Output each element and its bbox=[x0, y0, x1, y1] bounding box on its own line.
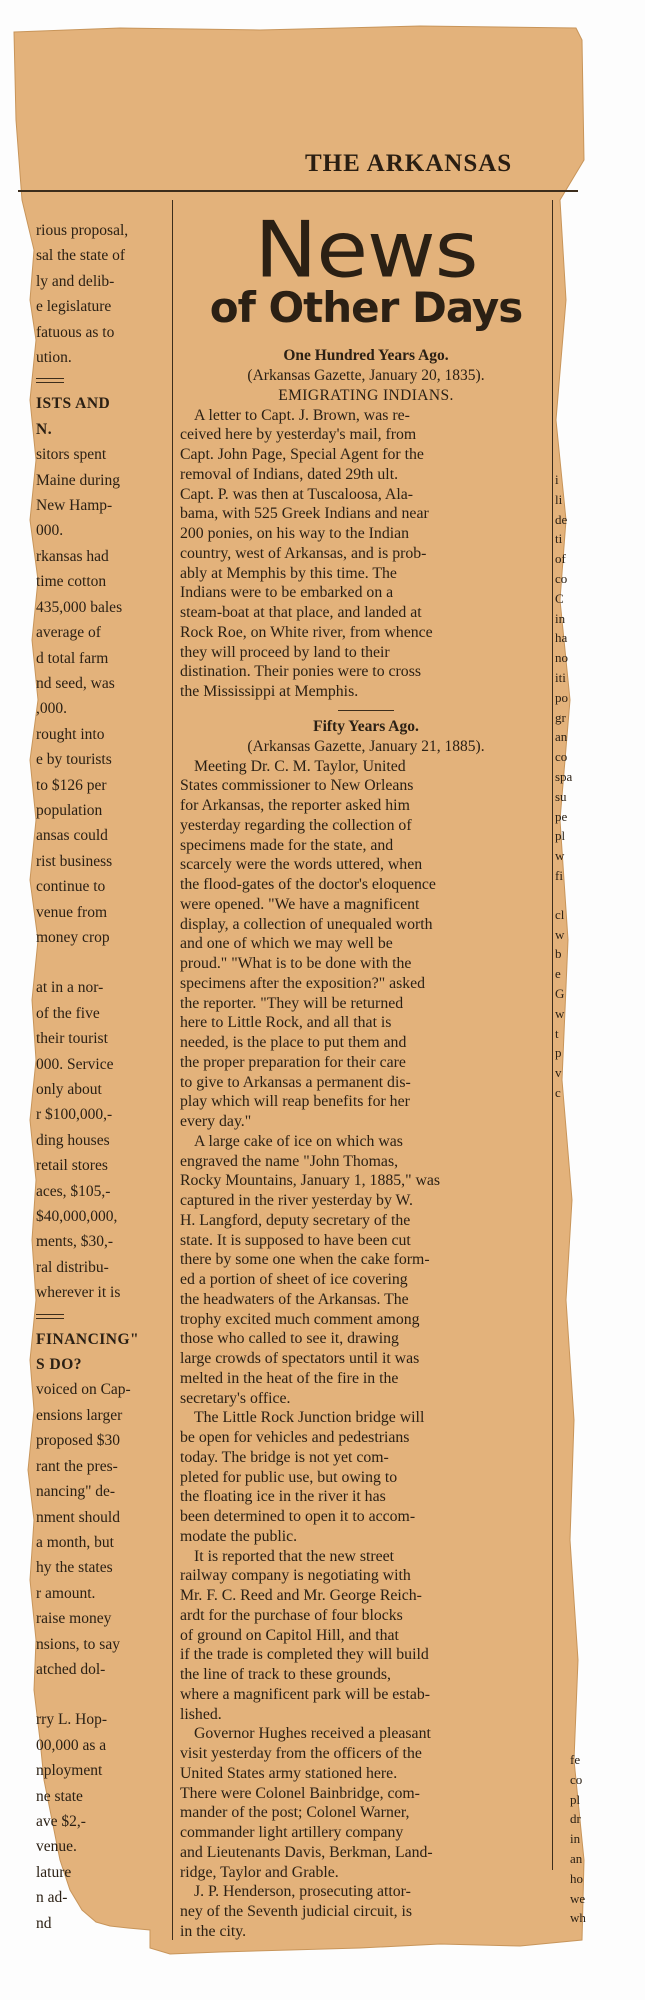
text-line: sitors spent bbox=[36, 446, 107, 464]
text-line: Rock Roe, on White river, from whence bbox=[180, 623, 433, 641]
article-paragraph bbox=[180, 1408, 552, 1546]
text-fragment: e bbox=[555, 966, 561, 982]
text-line: proud." "What is to be done with the bbox=[180, 955, 412, 973]
text-line: distination. Their ponies were to cross bbox=[180, 663, 422, 681]
text-line: There were Colonel Bainbridge, com- bbox=[180, 1784, 420, 1802]
text-line: The Little Rock Junction bridge will bbox=[194, 1409, 425, 1427]
text-line: secretary's office. bbox=[180, 1389, 291, 1407]
text-line: specimens after the exposition?" asked bbox=[180, 974, 426, 992]
right-column-fragment bbox=[555, 470, 583, 1103]
text-line: here to Little Rock, and all that is bbox=[180, 1014, 392, 1032]
text-line: New Hamp- bbox=[36, 497, 113, 515]
text-line: play which will reap benefits for her bbox=[180, 1093, 410, 1111]
text-line: Capt. P. was then at Tuscaloosa, Ala- bbox=[180, 485, 413, 503]
text-line: the headwaters of the Arkansas. The bbox=[180, 1290, 409, 1308]
text-line: the Mississippi at Memphis. bbox=[180, 683, 359, 701]
text-line: nd bbox=[36, 1914, 52, 1932]
section-heading: FINANCING" bbox=[36, 1330, 140, 1348]
text-fragment: pl bbox=[555, 828, 566, 844]
text-line: of the five bbox=[36, 1004, 100, 1022]
blank-line bbox=[36, 1682, 168, 1707]
text-line: rought into bbox=[36, 725, 105, 743]
text-line: engraved the name "John Thomas, bbox=[180, 1152, 399, 1170]
text-line: 00,000 as a bbox=[36, 1736, 107, 1754]
text-line: r $100,000,- bbox=[36, 1106, 113, 1124]
text-line: ly and delib- bbox=[36, 272, 115, 290]
text-line: ansas could bbox=[36, 827, 108, 845]
blank-line bbox=[36, 950, 168, 975]
text-fragment: wh bbox=[570, 1910, 586, 1926]
text-line: for Arkansas, the reporter asked him bbox=[180, 797, 410, 815]
text-line: aces, $105,- bbox=[36, 1182, 111, 1200]
section-heading: N. bbox=[36, 420, 53, 438]
text-line: captured in the river yesterday by W. bbox=[180, 1192, 413, 1210]
article-paragraph bbox=[180, 1724, 552, 1882]
text-fragment: t bbox=[555, 1025, 559, 1041]
article-paragraph bbox=[180, 1882, 552, 1941]
text-fragment: C bbox=[555, 590, 564, 606]
section-heading: ISTS AND bbox=[36, 395, 111, 413]
text-line: ral distribu- bbox=[36, 1258, 109, 1276]
text-line: large crowds of spectators until it was bbox=[180, 1350, 420, 1368]
text-line: ceived here by yesterday's mail, from bbox=[180, 426, 417, 444]
text-line: specimens made for the state, and bbox=[180, 836, 394, 854]
section-heading: Fifty Years Ago. bbox=[313, 717, 419, 735]
text-line: display, a collection of unequaled worth bbox=[180, 915, 433, 933]
column-divider-left bbox=[172, 200, 173, 1940]
text-fragment: no bbox=[555, 650, 568, 666]
text-line: e legislature bbox=[36, 298, 112, 316]
text-line: nsions, to say bbox=[36, 1635, 120, 1653]
text-line: in the city. bbox=[180, 1922, 247, 1940]
text-fragment: su bbox=[555, 788, 567, 804]
text-line: rious proposal, bbox=[36, 222, 129, 239]
text-line: if the trade is completed they will build bbox=[180, 1646, 429, 1664]
text-line: trophy excited much comment among bbox=[180, 1310, 420, 1328]
text-line: United States army stationed here. bbox=[180, 1764, 398, 1782]
text-line: time cotton bbox=[36, 573, 107, 591]
text-line: proposed $30 bbox=[36, 1432, 120, 1450]
text-line: e by tourists bbox=[36, 751, 112, 769]
text-line: $40,000,000, bbox=[36, 1208, 118, 1226]
text-line: ,000. bbox=[36, 700, 67, 718]
text-line: average of bbox=[36, 624, 101, 642]
text-line: ney of the Seventh judicial circuit, is bbox=[180, 1903, 413, 1921]
text-fragment: gr bbox=[555, 709, 566, 725]
text-line: wherever it is bbox=[36, 1284, 121, 1302]
text-fragment: fe bbox=[570, 1752, 581, 1767]
text-fragment: pl bbox=[570, 1791, 581, 1807]
text-fragment: ti bbox=[555, 531, 563, 547]
text-line: atched dol- bbox=[36, 1660, 106, 1678]
text-line: their tourist bbox=[36, 1030, 108, 1048]
text-fragment: fi bbox=[555, 867, 563, 883]
text-fragment: w bbox=[555, 848, 565, 864]
text-line: nd seed, was bbox=[36, 674, 115, 692]
text-line: d total farm bbox=[36, 649, 109, 667]
text-line: hy the states bbox=[36, 1559, 113, 1577]
text-line: ensions larger bbox=[36, 1406, 123, 1424]
text-fragment: G bbox=[555, 985, 565, 1001]
text-fragment: in bbox=[570, 1831, 581, 1847]
text-line: the proper preparation for their care bbox=[180, 1053, 406, 1071]
separator bbox=[36, 378, 64, 383]
text-line: ardt for the purchase of four blocks bbox=[180, 1606, 403, 1624]
left-column bbox=[36, 218, 168, 1936]
text-line: and one of which we may well be bbox=[180, 935, 393, 953]
title-subtitle: of Other Days bbox=[209, 283, 523, 332]
text-line: H. Langford, deputy secretary of the bbox=[180, 1211, 411, 1229]
text-line: commander light artillery company bbox=[180, 1824, 404, 1842]
text-line: and Lieutenants Davis, Berkman, Land- bbox=[180, 1843, 433, 1861]
text-line: 000. bbox=[36, 522, 64, 540]
text-line: rry L. Hop- bbox=[36, 1711, 108, 1729]
masthead-rule bbox=[18, 190, 578, 192]
text-line: mander of the post; Colonel Warner, bbox=[180, 1804, 410, 1822]
text-line: 435,000 bales bbox=[36, 598, 123, 616]
text-line: ding houses bbox=[36, 1131, 110, 1149]
text-line: voiced on Cap- bbox=[36, 1381, 131, 1399]
title-news: News bbox=[254, 204, 478, 296]
text-fragment: b bbox=[555, 946, 562, 962]
source-line: (Arkansas Gazette, January 20, 1835). bbox=[247, 367, 485, 384]
text-fragment: co bbox=[570, 1771, 583, 1787]
text-line: rkansas had bbox=[36, 547, 109, 565]
text-line: been determined to open it to accom- bbox=[180, 1508, 416, 1526]
text-line: removal of Indians, dated 29th ult. bbox=[180, 465, 399, 483]
text-line: yesterday regarding the collection of bbox=[180, 816, 412, 834]
text-line: It is reported that the new street bbox=[194, 1547, 395, 1565]
text-line: to give to Arkansas a permanent dis- bbox=[180, 1073, 411, 1091]
text-fragment: pe bbox=[555, 808, 568, 824]
text-fragment: ho bbox=[570, 1870, 583, 1886]
text-line: population bbox=[36, 801, 103, 819]
section-heading: S DO? bbox=[36, 1356, 82, 1374]
text-line: the reporter. "They will be returned bbox=[180, 994, 404, 1012]
text-fragment: ha bbox=[555, 630, 568, 646]
text-fragment: i bbox=[555, 472, 559, 487]
text-line: J. P. Henderson, prosecuting attor- bbox=[194, 1883, 411, 1901]
text-line: modate the public. bbox=[180, 1527, 298, 1545]
text-fragment: w bbox=[555, 926, 565, 942]
text-line: where a magnificent park will be estab- bbox=[180, 1685, 431, 1703]
text-line: A large cake of ice on which was bbox=[194, 1132, 403, 1150]
text-line: ably at Memphis by this time. The bbox=[180, 564, 397, 582]
text-line: 000. Service bbox=[36, 1055, 114, 1073]
article-subhead: EMIGRATING INDIANS. bbox=[278, 386, 454, 404]
text-fragment: of bbox=[555, 551, 566, 567]
text-line: sal the state of bbox=[36, 247, 126, 265]
text-line: nment should bbox=[36, 1508, 120, 1526]
section-divider bbox=[338, 710, 394, 711]
separator bbox=[36, 1314, 64, 1319]
text-fragment: an bbox=[555, 729, 568, 745]
text-line: ments, $30,- bbox=[36, 1233, 114, 1251]
source-line: (Arkansas Gazette, January 21, 1885). bbox=[247, 737, 485, 755]
text-line: there by some one when the cake form- bbox=[180, 1251, 430, 1269]
text-line: of ground on Capitol Hill, and that bbox=[180, 1626, 399, 1644]
main-column bbox=[180, 204, 552, 1942]
article-paragraph bbox=[180, 1547, 552, 1725]
text-line: r amount. bbox=[36, 1584, 96, 1602]
text-line: steam-boat at that place, and landed at bbox=[180, 604, 422, 622]
text-line: venue. bbox=[36, 1838, 77, 1856]
text-line: Maine during bbox=[36, 471, 120, 489]
text-line: the floating ice in the river it has bbox=[180, 1488, 386, 1506]
right-column-fragment-bottom bbox=[570, 1750, 598, 1928]
text-line: were opened. "We have a magnificent bbox=[180, 895, 420, 913]
text-line: venue from bbox=[36, 903, 108, 921]
text-line: 200 ponies, on his way to the Indian bbox=[180, 525, 410, 543]
text-line: bama, with 525 Greek Indians and near bbox=[180, 505, 429, 523]
text-line: visit yesterday from the officers of the bbox=[180, 1745, 422, 1763]
article-paragraph bbox=[180, 757, 552, 1132]
text-line: nployment bbox=[36, 1762, 103, 1780]
article-paragraph bbox=[180, 1132, 552, 1409]
text-fragment: w bbox=[555, 1005, 565, 1021]
text-fragment: in bbox=[555, 610, 566, 626]
text-line: ne state bbox=[36, 1787, 83, 1805]
column-divider-right bbox=[552, 200, 553, 1870]
text-line: ridge, Taylor and Grable. bbox=[180, 1863, 339, 1881]
text-line: the line of track to these grounds, bbox=[180, 1666, 392, 1684]
text-fragment: c bbox=[555, 1084, 561, 1100]
text-line: state. It is supposed to have been cut bbox=[180, 1231, 411, 1249]
section-heading: One Hundred Years Ago. bbox=[283, 347, 449, 364]
text-fragment: spa bbox=[555, 768, 573, 784]
text-fragment: li bbox=[555, 491, 563, 507]
text-line: to $126 per bbox=[36, 776, 107, 794]
text-fragment: po bbox=[555, 689, 568, 705]
text-fragment: iti bbox=[555, 669, 566, 685]
text-line: Meeting Dr. C. M. Taylor, United bbox=[194, 757, 406, 775]
text-line: ed a portion of sheet of ice covering bbox=[180, 1271, 408, 1289]
text-line: rant the pres- bbox=[36, 1457, 118, 1475]
text-line: needed, is the place to put them and bbox=[180, 1034, 407, 1052]
text-fragment: p bbox=[555, 1045, 562, 1061]
article-paragraph bbox=[180, 406, 552, 702]
text-line: they will proceed by land to their bbox=[180, 643, 390, 661]
text-line: States commissioner to New Orleans bbox=[180, 777, 414, 795]
text-line: melted in the heat of the fire in the bbox=[180, 1369, 399, 1387]
text-line: money crop bbox=[36, 928, 110, 946]
text-line: ution. bbox=[36, 349, 72, 367]
text-line: the flood-gates of the doctor's eloquence bbox=[180, 876, 436, 894]
text-line: lished. bbox=[180, 1705, 222, 1723]
text-fragment: de bbox=[555, 511, 568, 527]
column-title bbox=[180, 204, 552, 342]
text-fragment: an bbox=[570, 1850, 583, 1866]
text-line: at in a nor- bbox=[36, 979, 104, 997]
text-fragment: dr bbox=[570, 1811, 581, 1827]
text-line: be open for vehicles and pedestrians bbox=[180, 1429, 410, 1447]
text-line: rist business bbox=[36, 852, 113, 870]
text-line: n ad- bbox=[36, 1889, 68, 1907]
text-line: pleted for public use, but owing to bbox=[180, 1468, 398, 1486]
text-line: country, west of Arkansas, and is prob- bbox=[180, 544, 427, 562]
text-line: Rocky Mountains, January 1, 1885," was bbox=[180, 1172, 441, 1190]
text-line: today. The bridge is not yet com- bbox=[180, 1448, 389, 1466]
masthead: THE ARKANSAS bbox=[305, 150, 513, 177]
text-line: those who called to see it, drawing bbox=[180, 1330, 399, 1348]
text-line: ave $2,- bbox=[36, 1812, 86, 1830]
text-fragment: cl bbox=[555, 906, 565, 922]
text-line: lature bbox=[36, 1863, 72, 1881]
text-line: continue to bbox=[36, 878, 106, 896]
text-line: retail stores bbox=[36, 1157, 108, 1175]
text-line: fatuous as to bbox=[36, 323, 115, 341]
text-line: railway company is negotiating with bbox=[180, 1567, 411, 1585]
text-line: A letter to Capt. J. Brown, was re- bbox=[194, 406, 410, 424]
text-line: raise money bbox=[36, 1610, 112, 1628]
text-line: a month, but bbox=[36, 1533, 114, 1551]
text-line: Mr. F. C. Reed and Mr. George Reich- bbox=[180, 1587, 422, 1605]
text-line: nancing" de- bbox=[36, 1483, 116, 1501]
text-fragment: we bbox=[570, 1890, 586, 1906]
text-fragment: v bbox=[555, 1065, 562, 1081]
text-line: only about bbox=[36, 1081, 102, 1098]
text-line: every day." bbox=[180, 1113, 252, 1131]
text-fragment: co bbox=[555, 570, 568, 586]
text-line: Capt. John Page, Special Agent for the bbox=[180, 446, 424, 464]
text-line: Governor Hughes received a pleasant bbox=[194, 1725, 431, 1743]
text-line: Indians were to be embarked on a bbox=[180, 584, 394, 602]
blank-line bbox=[555, 886, 583, 905]
text-line: scarcely were the words uttered, when bbox=[180, 856, 423, 874]
text-fragment: co bbox=[555, 749, 568, 765]
